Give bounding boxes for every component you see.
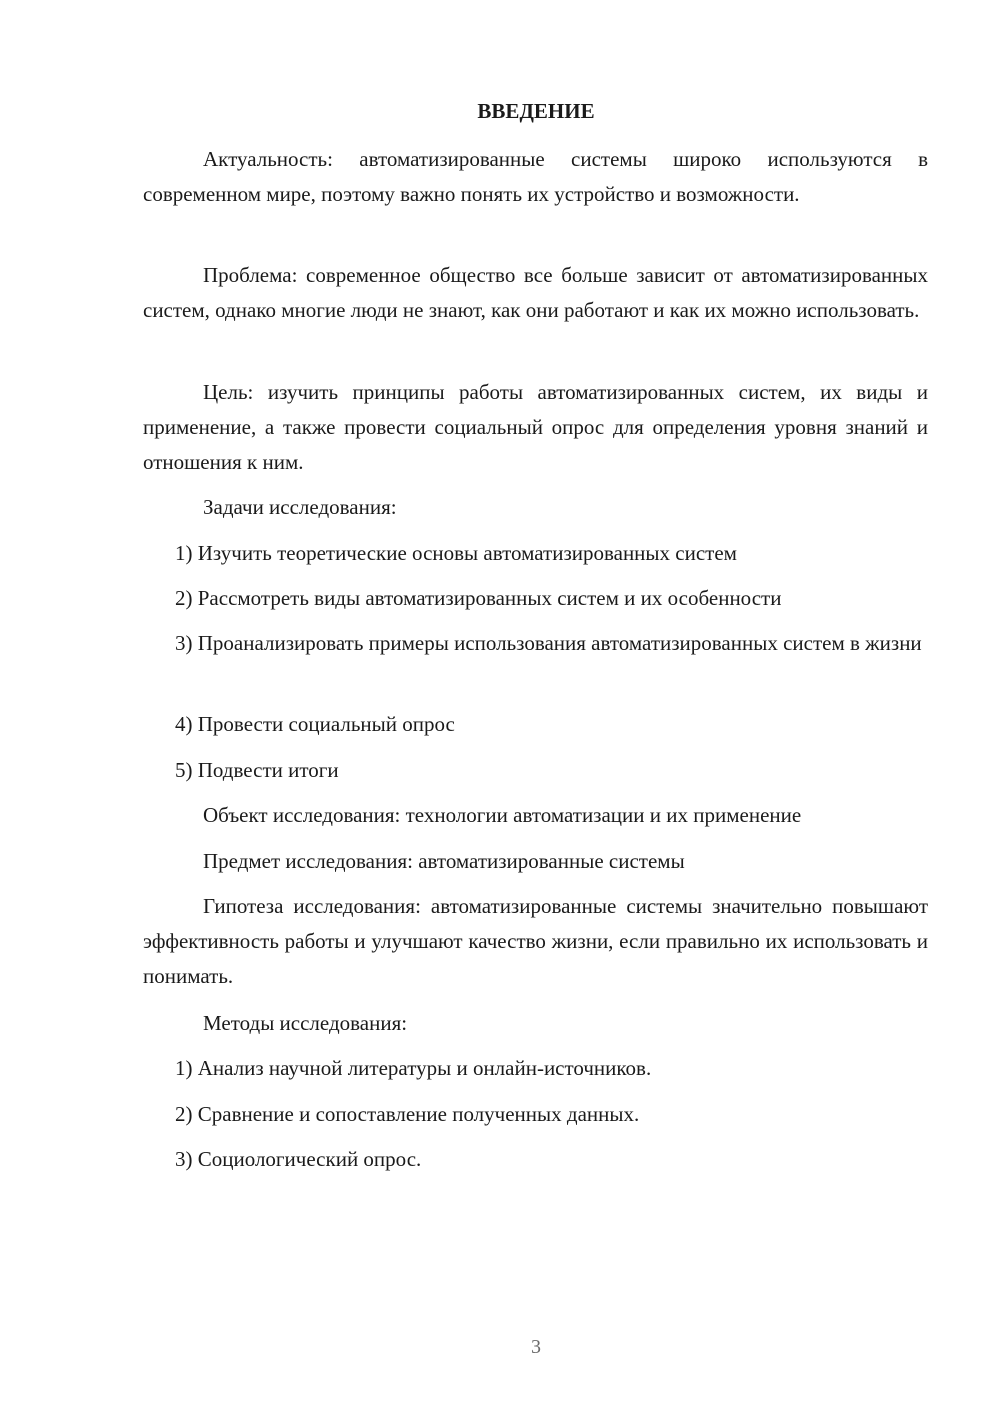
tasks-heading: Задачи исследования: — [203, 495, 397, 519]
task-item-5: 5) Подвести итоги — [175, 758, 339, 782]
hypothesis-paragraph: Гипотеза исследования: автоматизированные системы значительно повышают эффективность работы и улучшают качество жизни, если правильно их использовать и понимать. — [143, 894, 928, 988]
method-item-2: 2) Сравнение и сопоставление полученных данных. — [175, 1102, 640, 1126]
page-title: ВВЕДЕНИЕ — [477, 99, 595, 123]
task-item-1: 1) Изучить теоретические основы автоматизированных систем — [175, 541, 737, 565]
method-item-1: 1) Анализ научной литературы и онлайн-источников. — [175, 1056, 652, 1080]
relevance-paragraph: Актуальность: автоматизированные системы широко используются в современном мире, поэтому важно понять их устройство и возможности. — [143, 147, 928, 206]
method-item-3: 3) Социологический опрос. — [175, 1147, 422, 1171]
page-number: 3 — [531, 1336, 541, 1358]
task-item-4: 4) Провести социальный опрос — [175, 712, 455, 736]
goal-paragraph: Цель: изучить принципы работы автоматизированных систем, их виды и применение, а также провести социальный опрос для определения уровня знаний и отношения к ним. — [143, 380, 928, 474]
subject-line: Предмет исследования: автоматизированные системы — [203, 849, 685, 873]
task-item-3: 3) Проанализировать примеры использования автоматизированных систем в жизни — [175, 631, 922, 655]
problem-paragraph: Проблема: современное общество все больше зависит от автоматизированных систем, однако многие люди не знают, как они работают и как их можно использовать. — [143, 263, 928, 322]
task-item-2: 2) Рассмотреть виды автоматизированных систем и их особенности — [175, 586, 782, 610]
object-line: Объект исследования: технологии автоматизации и их применение — [203, 803, 802, 827]
methods-heading: Методы исследования: — [203, 1011, 408, 1035]
